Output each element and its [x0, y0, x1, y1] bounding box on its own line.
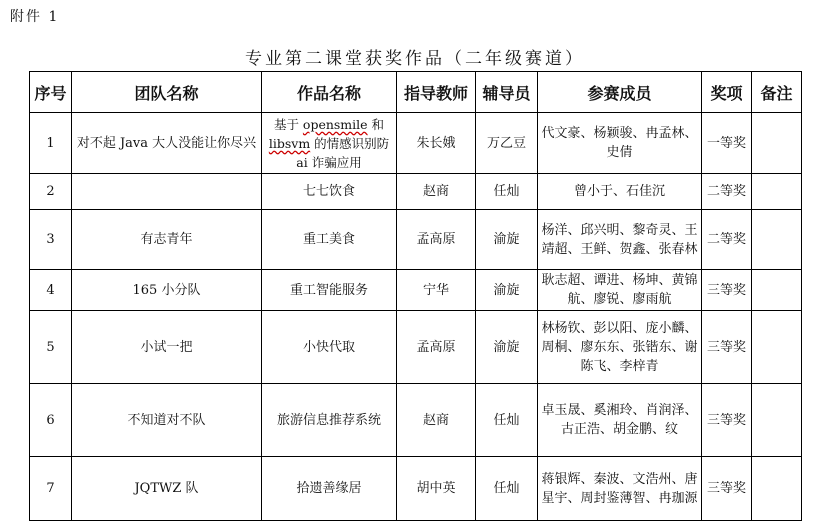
cell-note	[752, 210, 802, 270]
cell-work: 七七饮食	[262, 174, 397, 210]
cell-advisor: 朱长娥	[397, 113, 476, 174]
cell-award: 三等奖	[702, 384, 752, 457]
table-row	[30, 270, 802, 311]
cell-note	[752, 311, 802, 384]
cell-no: 4	[30, 270, 72, 311]
cell-note	[752, 457, 802, 521]
work-text: 和	[367, 116, 385, 132]
cell-award: 三等奖	[702, 270, 752, 311]
awards-table	[29, 71, 802, 521]
cell-team: 有志青年	[72, 210, 262, 270]
cell-no: 3	[30, 210, 72, 270]
cell-award: 一等奖	[702, 113, 752, 174]
cell-counselor: 任灿	[476, 174, 538, 210]
header-advisor: 指导教师	[397, 72, 476, 113]
cell-award: 三等奖	[702, 457, 752, 521]
cell-work: 重工美食	[262, 210, 397, 270]
cell-counselor: 渝旋	[476, 210, 538, 270]
header-award: 奖项	[702, 72, 752, 113]
attachment-label: 附件 1	[10, 9, 60, 25]
cell-advisor: 赵商	[397, 174, 476, 210]
table-row	[30, 457, 802, 521]
cell-counselor: 任灿	[476, 457, 538, 521]
cell-members: 卓玉晟、奚湘玲、肖润泽、古正浩、胡金鹏、纹	[538, 384, 702, 457]
cell-note	[752, 113, 802, 174]
cell-members: 代文豪、杨颖骏、冉孟林、史倩	[538, 113, 702, 174]
header-work: 作品名称	[262, 72, 397, 113]
cell-team: 小试一把	[72, 311, 262, 384]
cell-members: 耿志超、谭进、杨坤、黄锦航、廖锐、廖雨航	[538, 270, 702, 311]
cell-team: 不知道对不队	[72, 384, 262, 457]
cell-note	[752, 270, 802, 311]
cell-members: 杨洋、邱兴明、黎奇灵、王靖超、王鲜、贺鑫、张春林	[538, 210, 702, 270]
work-text: libsvm	[268, 135, 311, 151]
cell-note	[752, 174, 802, 210]
cell-counselor: 任灿	[476, 384, 538, 457]
cell-note	[752, 384, 802, 457]
cell-advisor: 宁华	[397, 270, 476, 311]
cell-work: 重工智能服务	[262, 270, 397, 311]
header-note: 备注	[752, 72, 802, 113]
cell-advisor: 孟高原	[397, 210, 476, 270]
header-counselor: 辅导员	[476, 72, 538, 113]
cell-no: 1	[30, 113, 72, 174]
table-row	[30, 384, 802, 457]
cell-advisor: 赵商	[397, 384, 476, 457]
cell-team	[72, 174, 262, 210]
cell-award: 三等奖	[702, 311, 752, 384]
cell-counselor: 万乙豆	[476, 113, 538, 174]
cell-no: 5	[30, 311, 72, 384]
cell-work: 拾遗善缘居	[262, 457, 397, 521]
cell-counselor: 渝旋	[476, 270, 538, 311]
table-row	[30, 174, 802, 210]
header-members: 参赛成员	[538, 72, 702, 113]
work-text: opensmile	[302, 116, 368, 132]
work-text: 的情感识别防 ai 诈骗应用	[296, 135, 390, 170]
cell-work: 旅游信息推荐系统	[262, 384, 397, 457]
cell-team: 165 小分队	[72, 270, 262, 311]
cell-members: 林杨钦、彭以阳、庞小麟、周桐、廖东东、张锴东、谢陈飞、李梓青	[538, 311, 702, 384]
work-text: 基于	[273, 116, 303, 132]
cell-members: 曾小于、石佳沉	[538, 174, 702, 210]
cell-award: 二等奖	[702, 174, 752, 210]
cell-no: 7	[30, 457, 72, 521]
cell-advisor: 胡中英	[397, 457, 476, 521]
cell-advisor: 孟高原	[397, 311, 476, 384]
table-row	[30, 210, 802, 270]
header-team: 团队名称	[72, 72, 262, 113]
cell-counselor: 渝旋	[476, 311, 538, 384]
table-header-row	[30, 72, 802, 113]
cell-work	[262, 113, 397, 174]
header-no: 序号	[30, 72, 72, 113]
table-row	[30, 311, 802, 384]
cell-no: 2	[30, 174, 72, 210]
cell-award: 二等奖	[702, 210, 752, 270]
cell-members: 蒋银辉、秦波、文浩州、唐星宇、周封鉴薄智、冉珈源	[538, 457, 702, 521]
document-title: 专业第二课堂获奖作品（二年级赛道）	[245, 49, 585, 69]
table-row	[30, 113, 802, 174]
cell-work: 小快代取	[262, 311, 397, 384]
cell-no: 6	[30, 384, 72, 457]
cell-team: JQTWZ 队	[72, 457, 262, 521]
cell-team: 对不起 Java 大人没能让你尽兴	[72, 113, 262, 174]
